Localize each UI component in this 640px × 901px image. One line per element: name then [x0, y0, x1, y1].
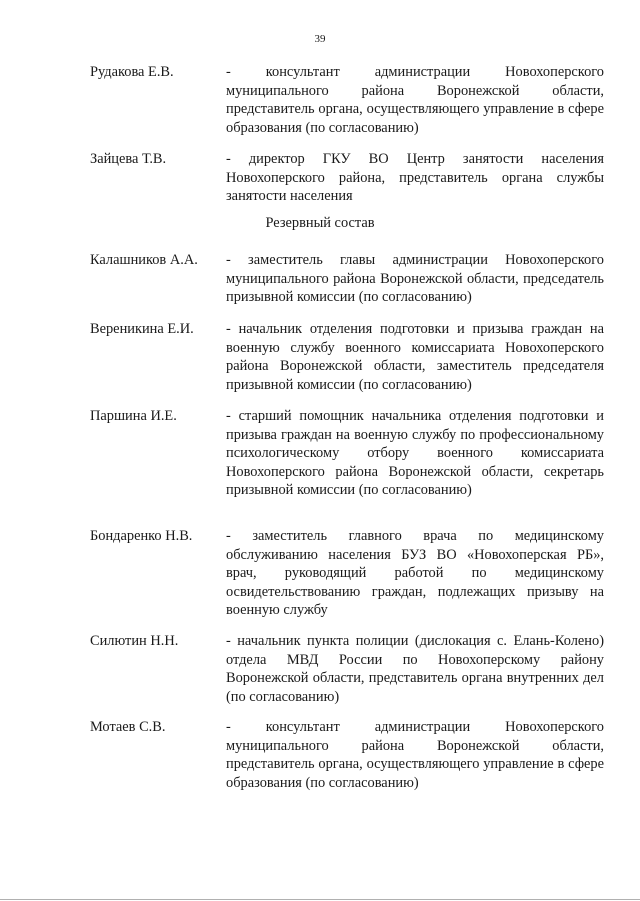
member-entry: [90, 150, 604, 206]
member-name: Бондаренко Н.В.: [90, 528, 193, 544]
member-name: Калашников А.А.: [90, 252, 198, 268]
section-heading: Резервный состав: [265, 215, 375, 231]
member-description: - консультант администрации Новохоперского муниципального района Воронежской области, представитель органа, осуществляющего управление в сфере образования (по согласованию): [226, 719, 604, 791]
member-description: - начальник отделения подготовки и призыва граждан на военную службу военного комиссариата Новохоперского района Воронежской области, заместитель председателя призывной комиссии (по согласованию): [226, 321, 604, 393]
member-description: - заместитель главы администрации Новохоперского муниципального района Воронежской области, председатель призывной комиссии (по согласованию): [226, 252, 604, 305]
member-description: - консультант администрации Новохоперского муниципального района Воронежской области, представитель органа, осуществляющего управление в сфере образования (по согласованию): [226, 64, 604, 136]
member-name: Зайцева Т.В.: [90, 151, 167, 167]
member-description: - начальник пункта полиции (дислокация с. Елань-Колено) отдела МВД России по Новохоперскому району Воронежской области, представитель органа внутренних дел (по согласованию): [226, 633, 604, 705]
member-name: Рудакова Е.В.: [90, 64, 174, 80]
member-name: Силютин Н.Н.: [90, 633, 179, 649]
member-entry: [90, 251, 604, 307]
member-name: Мотаев С.В.: [90, 719, 166, 735]
page-number: 39: [314, 33, 326, 45]
member-description: - старший помощник начальника отделения подготовки и призыва граждан на военную службу по профессиональному психологическому отбору военного комиссариата Новохоперского района Воронежской области, секретарь призывной комиссии (по согласованию): [226, 408, 604, 498]
scan-edge-line: [0, 899, 640, 900]
member-entry: [90, 63, 604, 137]
member-entry: [90, 320, 604, 394]
member-entry: [90, 632, 604, 706]
member-description: - директор ГКУ ВО Центр занятости населения Новохоперского района, представитель органа службы занятости населения: [226, 151, 604, 204]
member-name: Паршина И.Е.: [90, 408, 177, 424]
member-entry: [90, 527, 604, 620]
member-description: - заместитель главного врача по медицинскому обслуживанию населения БУЗ ВО «Новохоперская РБ», врач, руководящий работой по медицинскому освидетельствованию граждан, подлежащих призыву на военную службу: [226, 528, 604, 618]
member-entry: [90, 407, 604, 500]
member-entry: [90, 718, 604, 792]
member-name: Вереникина Е.И.: [90, 321, 194, 337]
